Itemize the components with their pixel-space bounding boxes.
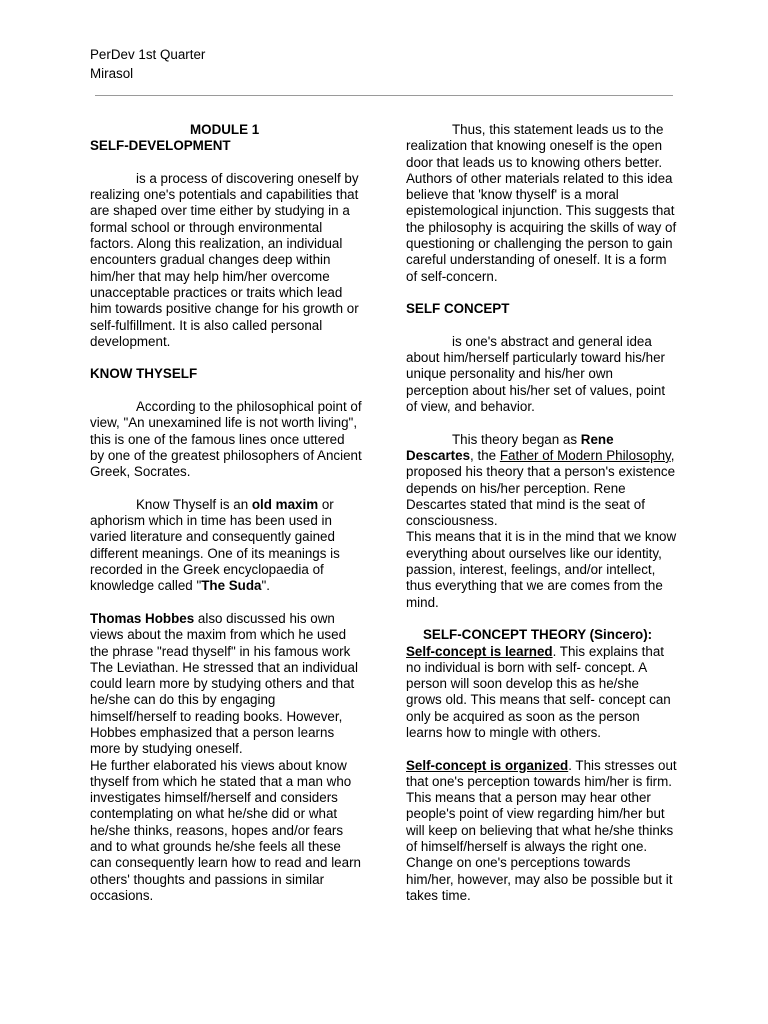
right-column: [406, 122, 678, 904]
learned-paragraph: Self-concept is learned. This explains that no individual is born with self- concept. A person will soon develop this as he/she grows old. This means that self- concept can only be acquired as soon as the person learns how to mingle with others.: [406, 643, 671, 740]
conclusion-paragraph: Thus, this statement leads us to the realization that knowing oneself is the open door that leads us to knowing others better. Authors of other materials related to this idea believe that 'know thyself' is a moral epistemological injunction. This suggests that the philosophy is acquiring the skills of way of questioning or challenging the person to gain careful understanding of oneself. It is a form of self-concern.: [406, 122, 677, 284]
know-thyself-paragraph-2: Know Thyself is an old maxim or aphorism which in time has been used in varied literature and consequently gained different meanings. One of its meanings is recorded in the Greek encyclopaedia of knowledge called "The Suda".: [90, 496, 340, 594]
self-concept-paragraph: is one's abstract and general idea about him/herself particularly toward his/her unique personality and his/her own perception about his/her set of values, point of view, and behavior.: [406, 333, 666, 415]
organized-paragraph: Self-concept is organized. This stresses out that one's perception towards him/her is firm. This means that a person may hear other people's point of view regarding him/her but will keep on believing that what he/she thinks of himself/herself is always the right one. Change on one's perceptions towards him/her, however, may also be possible but it takes time.: [406, 757, 677, 903]
self-development-paragraph: is a process of discovering oneself by realizing one's potentials and capabilities that are shaped over time either by studying in a formal school or through environmental factors. Along this realization, an individual encounters gradual changes deep within him/her that may help him/her overcome unacceptable practices or traits which lead him towards positive change for his growth or self-fulfillment. It is also called personal development.: [90, 170, 359, 349]
section-title-self-development: SELF-DEVELOPMENT: [90, 138, 231, 154]
section-title-theory: SELF-CONCEPT THEORY (Sincero):: [423, 627, 653, 643]
mind-paragraph: This means that it is in the mind that we know everything about ourselves like our identity, passion, interest, feelings, and/or intellect, thus everything that we are comes from the mind.: [406, 529, 677, 610]
left-column: [90, 122, 362, 904]
module-title: MODULE 1: [190, 122, 260, 137]
section-title-know-thyself: KNOW THYSELF: [90, 366, 198, 382]
author-name: Mirasol: [90, 66, 134, 81]
know-thyself-paragraph-1: According to the philosophical point of view, "An unexamined life is not worth living", this is one of the famous lines once uttered by one of the greatest philosophers of Ancient Greek, Socrates.: [90, 399, 362, 480]
header-divider: [95, 95, 673, 96]
descartes-paragraph: This theory began as Rene Descartes, the Father of Modern Philosophy, proposed his theory that a person's existence depends on his/her perception. Rene Descartes stated that mind is the seat of consciousness.: [406, 431, 676, 529]
document-header: [90, 45, 205, 83]
section-title-self-concept: SELF CONCEPT: [406, 301, 510, 317]
course-label: PerDev 1st Quarter: [90, 47, 206, 62]
hobbes-elaboration-paragraph: He further elaborated his views about know thyself from which he stated that a man who investigates himself/herself and considers contemplating on what he/she did or what he/she thinks, reasons, hopes and/or fears and to what grounds he/she feels all these can consequently learn how to read and learn others' thoughts and passions in similar occasions.: [90, 757, 361, 903]
hobbes-paragraph: Thomas Hobbes also discussed his own views about the maxim from which he used the phrase "read thyself" in his famous work The Leviathan. He stressed that an individual could learn more by studying others and that he/she can do this by engaging himself/herself to reading books. However, Hobbes emphasized that a person learns more by studying oneself.: [90, 610, 358, 757]
